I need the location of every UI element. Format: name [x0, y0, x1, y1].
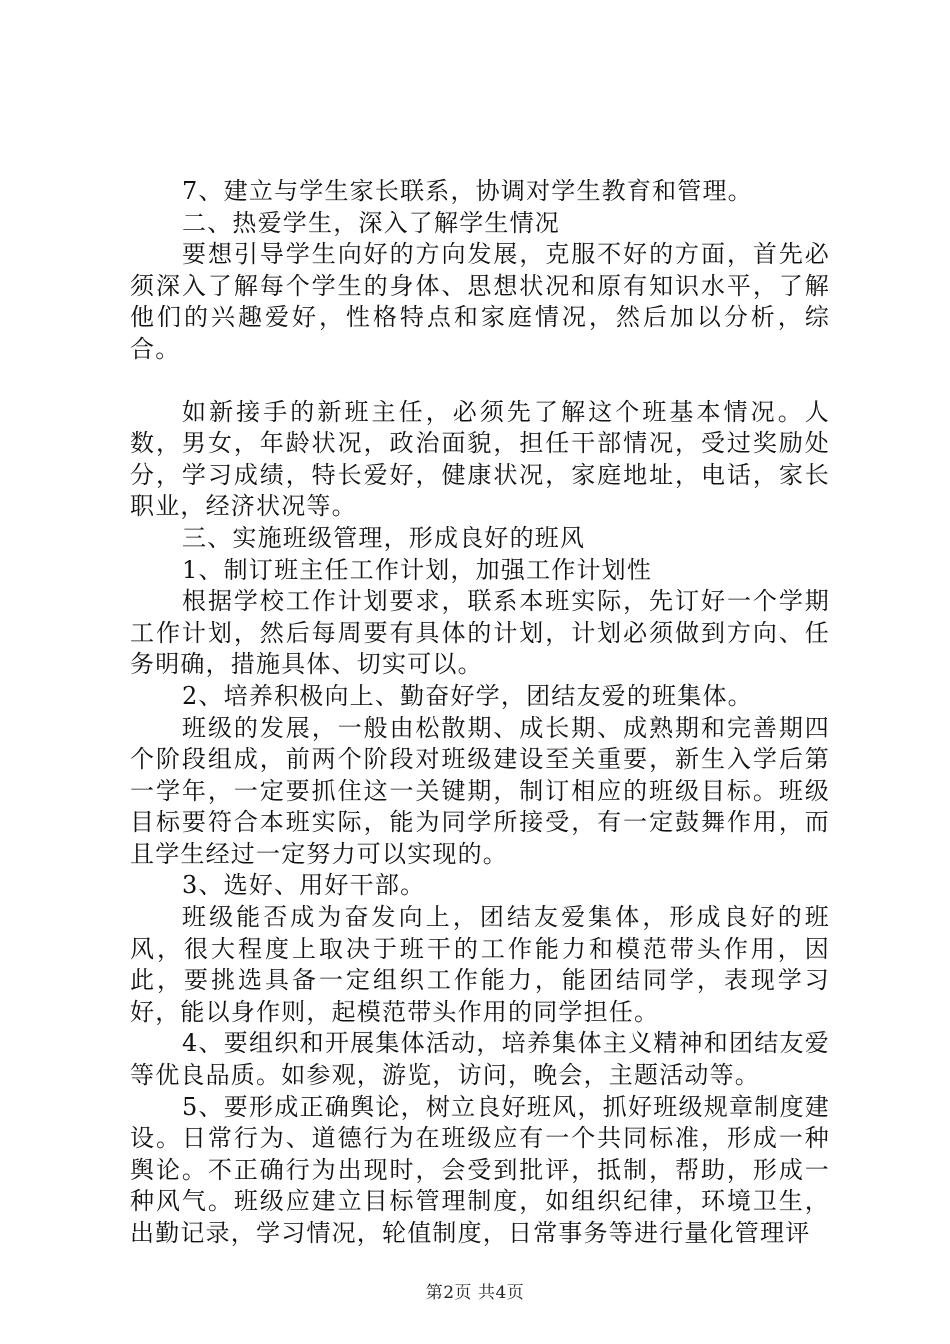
- heading-love-students: 二、热爱学生，深入了解学生情况: [182, 208, 560, 237]
- paragraph-collective-activities: 4、要组织和开展集体活动，培养集体主义精神和团结友爱等优良品质。如参观，游览，访问，晚会，主题活动等。: [130, 1029, 830, 1090]
- subheading-work-plan: 1、制订班主任工作计划，加强工作计划性: [182, 555, 653, 584]
- subheading-class-collective: 2、培养积极向上、勤奋好学，团结友爱的班集体。: [182, 681, 753, 710]
- page-number-footer: 第2页 共4页: [425, 1283, 525, 1303]
- paragraph-select-cadres: 班级能否成为奋发向上，团结友爱集体，形成良好的班风，很大程度上取决于班干的工作能力和模范带头作用，因此，要挑选具备一定组织工作能力，能团结同学，表现学习好，能以身作则，起模范带头作用的同学担任。: [130, 903, 830, 1026]
- paragraph-public-opinion: 5、要形成正确舆论，树立良好班风，抓好班级规章制度建设。日常行为、道德行为在班级应有一个共同标准，形成一种舆论。不正确行为出现时，会受到批评，抵制，帮助，形成一种风气。班级应建立目标管理制度，如组织纪律，环境卫生，出勤记录，学习情况，轮值制度，日常事务等进行量化管理评: [130, 1092, 830, 1247]
- document-body: [130, 176, 830, 1250]
- subheading-select-cadres: 3、选好、用好干部。: [182, 871, 426, 900]
- paragraph-class-development: 班级的发展，一般由松散期、成长期、成熟期和完善期四个阶段组成，前两个阶段对班级建设至关重要，新生入学后第一学年，一定要抓住这一关键期，制订相应的班级目标。班级目标要符合本班实际，能为同学所接受，有一定鼓舞作用，而且学生经过一定努力可以实现的。: [130, 713, 830, 868]
- heading-class-management: 三、实施班级管理，形成良好的班风: [182, 523, 586, 552]
- paragraph-contact-parents: 7、建立与学生家长联系，协调对学生教育和管理。: [182, 177, 753, 205]
- paragraph-work-plan: 根据学校工作计划要求，联系本班实际，先订好一个学期工作计划，然后每周要有具体的计划，计划必须做到方向、任务明确，措施具体、切实可以。: [130, 587, 830, 679]
- paragraph-new-head-teacher: 如新接手的新班主任，必须先了解这个班基本情况。人数，男女，年龄状况，政治面貌，担任干部情况，受过奖励处分，学习成绩，特长爱好，健康状况，家庭地址，电话，家长职业，经济状况等。: [130, 397, 830, 521]
- paragraph-understand-students: 要想引导学生向好的方向发展，克服不好的方面，首先必须深入了解每个学生的身体、思想状况和原有知识水平，了解他们的兴趣爱好，性格特点和家庭情况，然后加以分析，综合。: [130, 240, 830, 363]
